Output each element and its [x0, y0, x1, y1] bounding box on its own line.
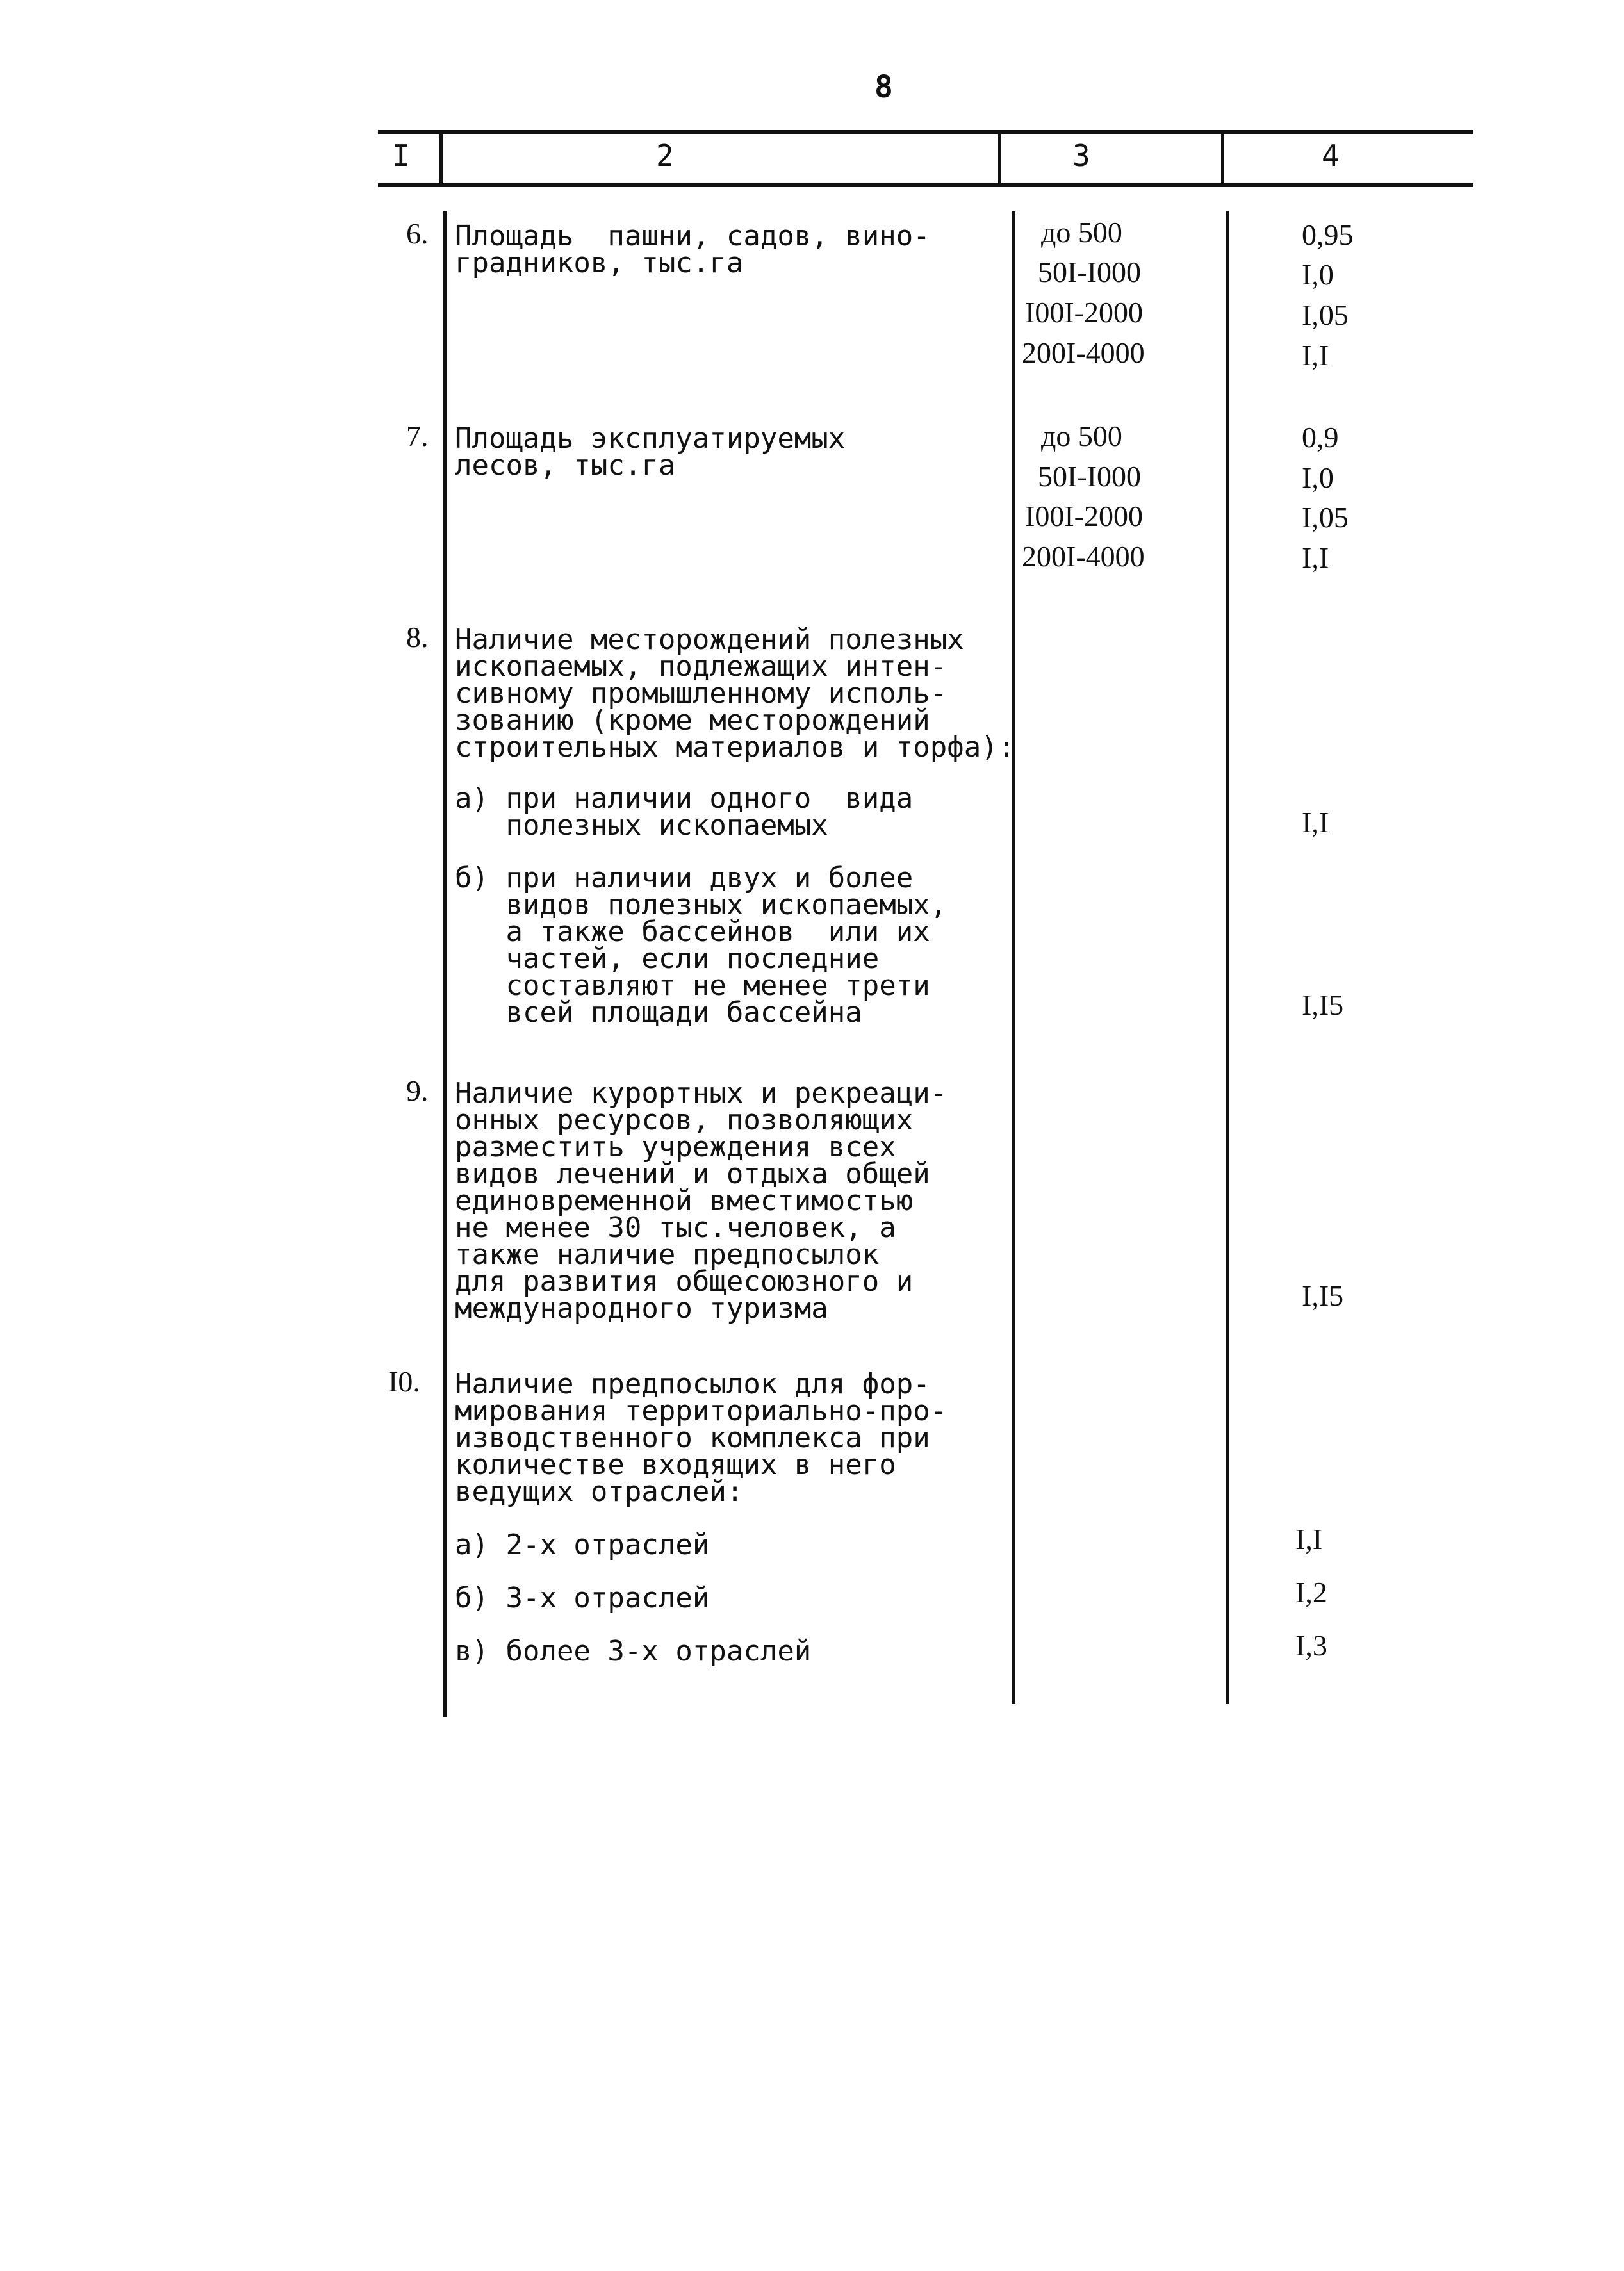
- coefficient-value: I,I5: [1302, 1279, 1344, 1312]
- row-text-line: сивному промышленному исполь-: [455, 677, 947, 710]
- row-text-line: количестве входящих в него: [455, 1448, 896, 1481]
- row-text-line: единовременной вместимостью: [455, 1185, 914, 1217]
- range-value: 200I-4000: [1022, 336, 1145, 369]
- row-number: 9.: [406, 1074, 429, 1107]
- range-value: 50I-I000: [1038, 256, 1141, 288]
- coefficient-value: 0,9: [1302, 421, 1339, 454]
- row-text-line: зованию (кроме месторождений: [455, 704, 930, 737]
- row-text-line: не менее 30 тыс.человек, а: [455, 1211, 896, 1244]
- page-number: 8: [874, 69, 893, 105]
- column-separator-2: [1012, 211, 1015, 1704]
- row-text-line: международного туризма: [455, 1292, 828, 1325]
- header-bottom-rule: [378, 183, 1473, 187]
- coefficient-value: I,05: [1302, 299, 1349, 331]
- row-number: 6.: [406, 217, 429, 250]
- row-text-line: лесов, тыс.га: [455, 449, 676, 482]
- coefficient-value: I,I: [1302, 541, 1329, 574]
- row-text-line: Наличие месторождений полезных: [455, 623, 964, 656]
- row-text-line: также наличие предпосылок: [455, 1238, 880, 1271]
- column-header-1: I: [392, 138, 410, 173]
- range-value: до 500: [1041, 420, 1122, 452]
- subitem-text-line: а) 2-х отраслей: [455, 1529, 710, 1561]
- header-separator-3: [1221, 131, 1224, 186]
- coefficient-value: I,2: [1295, 1576, 1327, 1609]
- range-value: 50I-I000: [1038, 460, 1141, 493]
- row-text-line: онных ресурсов, позволяющих: [455, 1104, 914, 1136]
- row-number: 8.: [406, 621, 429, 653]
- coefficient-value: 0,95: [1302, 218, 1354, 251]
- column-header-4: 4: [1322, 138, 1340, 173]
- coefficient-value: I,I: [1302, 806, 1329, 839]
- column-header-3: 3: [1072, 138, 1090, 173]
- row-number: 7.: [406, 420, 429, 452]
- row-text-line: Площадь пашни, садов, вино-: [455, 220, 930, 252]
- header-top-rule: [378, 130, 1473, 134]
- column-header-2: 2: [656, 138, 674, 173]
- header-separator-1: [439, 131, 443, 186]
- subitem-text-line: в) более 3-х отраслей: [455, 1635, 812, 1668]
- subitem-text-line: б) при наличии двух и более: [455, 862, 914, 894]
- subitem-text-line: составляют не менее трети: [455, 969, 930, 1002]
- range-value: I00I-2000: [1025, 296, 1143, 329]
- column-separator-1: [443, 211, 447, 1717]
- subitem-text-line: полезных ископаемых: [455, 809, 828, 842]
- coefficient-value: I,05: [1302, 501, 1349, 534]
- row-text-line: видов лечений и отдыха общей: [455, 1158, 930, 1190]
- row-text-line: ведущих отраслей:: [455, 1475, 744, 1508]
- row-text-line: изводственного комплекса при: [455, 1422, 930, 1454]
- row-number: I0.: [388, 1365, 420, 1398]
- coefficient-value: I,I5: [1302, 988, 1344, 1021]
- coefficient-value: I,0: [1302, 461, 1334, 494]
- header-separator-2: [998, 131, 1001, 186]
- row-text-line: мирования территориально-про-: [455, 1395, 947, 1427]
- subitem-text-line: всей площади бассейна: [455, 996, 862, 1029]
- range-value: 200I-4000: [1022, 540, 1145, 573]
- row-text-line: ископаемых, подлежащих интен-: [455, 650, 947, 683]
- row-text-line: Площадь эксплуатируемых: [455, 422, 846, 455]
- row-text-line: строительных материалов и торфа):: [455, 731, 1015, 764]
- coefficient-value: I,I: [1302, 339, 1329, 372]
- subitem-text-line: а) при наличии одного вида: [455, 782, 914, 815]
- row-text-line: Наличие предпосылок для фор-: [455, 1368, 930, 1400]
- row-text-line: градников, тыс.га: [455, 247, 744, 279]
- subitem-text-line: б) 3-х отраслей: [455, 1582, 710, 1614]
- range-value: I00I-2000: [1025, 500, 1143, 532]
- row-text-line: разместить учреждения всех: [455, 1131, 896, 1163]
- subitem-text-line: частей, если последние: [455, 942, 880, 975]
- subitem-text-line: видов полезных ископаемых,: [455, 889, 947, 921]
- row-text-line: Наличие курортных и рекреаци-: [455, 1077, 947, 1110]
- column-separator-3: [1226, 211, 1229, 1704]
- subitem-text-line: а также бассейнов или их: [455, 915, 930, 948]
- coefficient-value: I,I: [1295, 1523, 1323, 1555]
- range-value: до 500: [1041, 216, 1122, 249]
- row-text-line: для развития общесоюзного и: [455, 1265, 914, 1298]
- coefficient-value: I,3: [1295, 1629, 1327, 1662]
- coefficient-value: I,0: [1302, 258, 1334, 291]
